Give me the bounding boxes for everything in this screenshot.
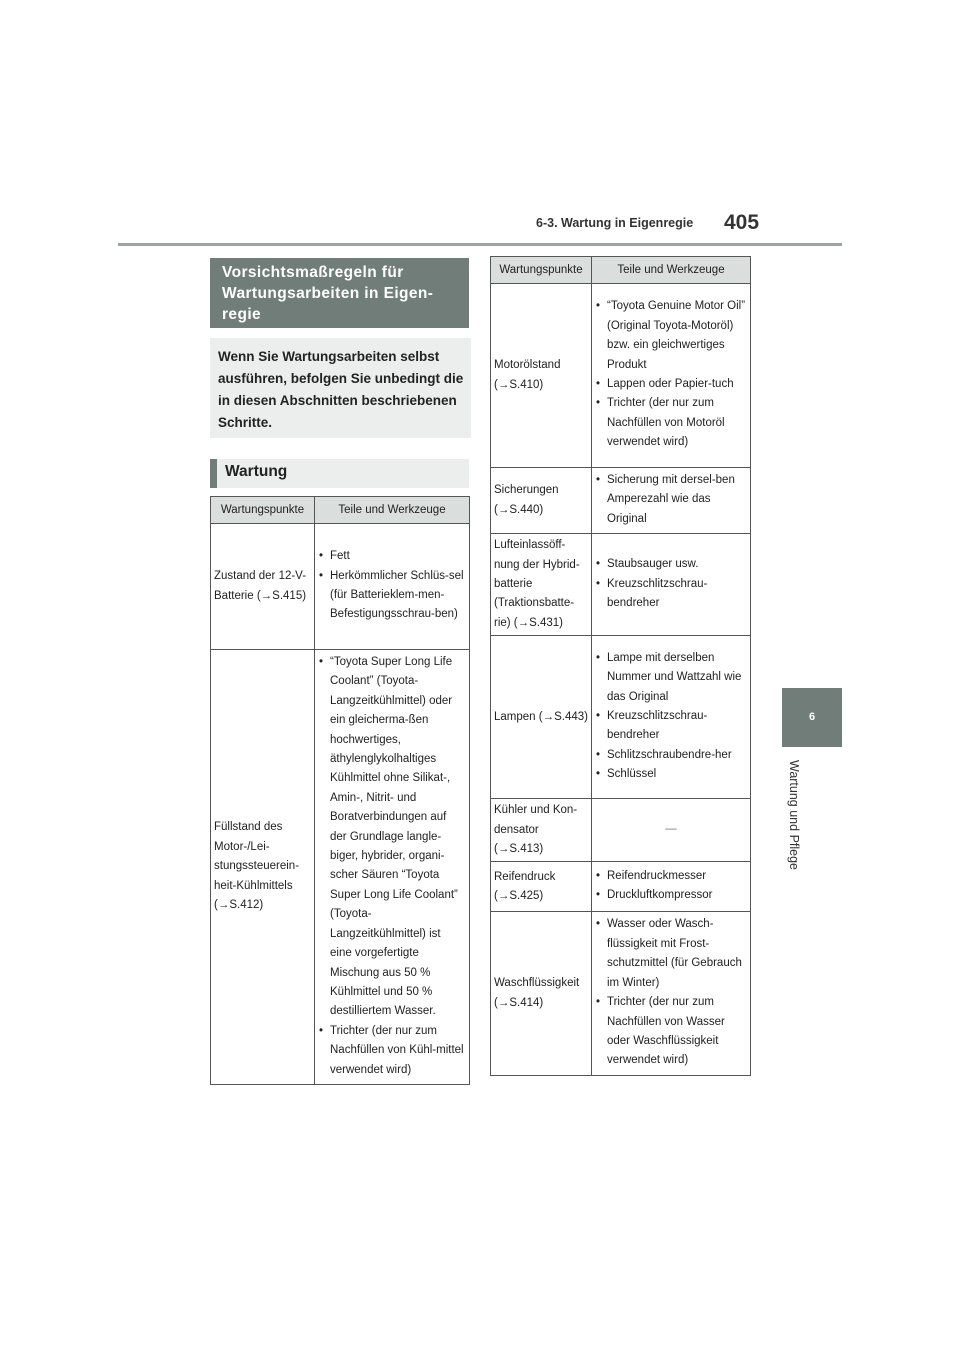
list-item: • Lappen oder Papier-tuch [596,375,746,394]
tools-list [596,649,746,785]
tools-list [596,867,746,906]
maintenance-item: Lufteinlassöff-nung der Hybrid-batterie (Traktionsbatte-rie) (→S.431) [491,534,592,636]
column-header-items: Wartungspunkte [491,257,592,284]
chapter-tab: 6 [782,688,842,747]
tools-cell [315,650,470,1085]
maintenance-item: Waschflüssigkeit (→S.414) [491,912,592,1075]
tools-list [596,555,746,613]
list-item: • Druckluftkompressor [596,886,746,905]
column-header-tools: Teile und Werkzeuge [315,497,470,524]
tools-cell [592,534,751,636]
tools-cell [592,862,751,912]
precautions-title: Vorsichtsmaßregeln für Wartungsarbeiten in Eigen-regie [210,258,469,328]
tools-cell [592,799,751,862]
maintenance-table-right [490,256,751,1076]
table-row [491,534,751,636]
header-rule [118,243,842,246]
tools-cell [592,284,751,468]
list-item: • Lampe mit derselben Nummer und Wattzahl wie das Original [596,649,746,707]
tools-list [596,471,746,529]
chapter-title: Wartung und Pflege [787,759,801,871]
tools-list [319,547,465,625]
list-item: • Kreuzschlitzschrau-bendreher [596,707,746,746]
maintenance-item: Motorölstand (→S.410) [491,284,592,468]
list-item: • Trichter (der nur zum Nachfüllen von Kühl-mittel verwendet wird) [319,1022,465,1080]
list-item: • Fett [319,547,465,566]
list-item: • Reifendruckmesser [596,867,746,886]
column-header-tools: Teile und Werkzeuge [592,257,751,284]
list-item: • “Toyota Genuine Motor Oil” (Original Toyota-Motoröl) bzw. ein gleichwertiges Produkt [596,297,746,375]
list-item: • Trichter (der nur zum Nachfüllen von Motoröl verwendet wird) [596,394,746,452]
tools-list [596,297,746,452]
maintenance-item: Kühler und Kon-densator (→S.413) [491,799,592,862]
maintenance-table-left [210,496,470,1085]
list-item: • Herkömmlicher Schlüs-sel (für Batterieklem-men-Befestigungsschrau-ben) [319,567,465,625]
section-header: 6-3. Wartung in Eigenregie [536,216,694,230]
table-row [211,524,470,650]
wartung-heading: Wartung [210,459,469,488]
table-header-row [491,257,751,284]
not-applicable-dash: — [665,823,677,836]
tools-list [319,653,465,1080]
list-item: • Wasser oder Wasch-flüssigkeit mit Frost-schutzmittel (für Gebrauch im Winter) [596,915,746,993]
list-item: • Kreuzschlitzschrau-bendreher [596,575,746,614]
tools-cell [592,468,751,534]
table-row [491,468,751,534]
list-item: • Schlüssel [596,765,746,784]
list-item: • Staubsauger usw. [596,555,746,574]
table-header-row [211,497,470,524]
tools-cell [315,524,470,650]
page-number: 405 [724,211,760,234]
table-row [491,862,751,912]
maintenance-item: Sicherungen (→S.440) [491,468,592,534]
precautions-intro: Wenn Sie Wartungsarbeiten selbst ausführen, befolgen Sie unbedingt die in diesen Abschnitten beschriebenen Schritte. [210,338,471,438]
tools-cell [592,636,751,799]
list-item: • Trichter (der nur zum Nachfüllen von Wasser oder Waschflüssigkeit verwendet wird) [596,993,746,1071]
tools-cell [592,912,751,1075]
list-item: • “Toyota Super Long Life Coolant” (Toyota-Langzeitkühlmittel) oder ein gleicherma-ßen hochwertiges, äthylenglykolhaltiges Kühlmittel ohne Silikat-, Amin-, Nitrit- und Boratverbindungen auf der Grundlage langle-biger, hybrider, organi-scher Säuren “Toyota Super Long Life Coolant” (Toyota-Langzeitkühlmittel) ist eine vorgefertigte Mischung aus 50 % Kühlmittel und 50 % destilliertem Wasser. [319,653,465,1022]
table-row [491,284,751,468]
list-item: • Sicherung mit dersel-ben Amperezahl wie das Original [596,471,746,529]
maintenance-item: Reifendruck (→S.425) [491,862,592,912]
table-row [491,912,751,1075]
maintenance-item: Lampen (→S.443) [491,636,592,799]
table-row [491,799,751,862]
table-row [211,650,470,1085]
maintenance-item: Füllstand des Motor-/Lei-stungssteuerein-heit-Kühlmittels (→S.412) [211,650,315,1085]
maintenance-item: Zustand der 12-V-Batterie (→S.415) [211,524,315,650]
table-row [491,636,751,799]
list-item: • Schlitzschraubendre-her [596,746,746,765]
column-header-items: Wartungspunkte [211,497,315,524]
tools-list [596,915,746,1070]
